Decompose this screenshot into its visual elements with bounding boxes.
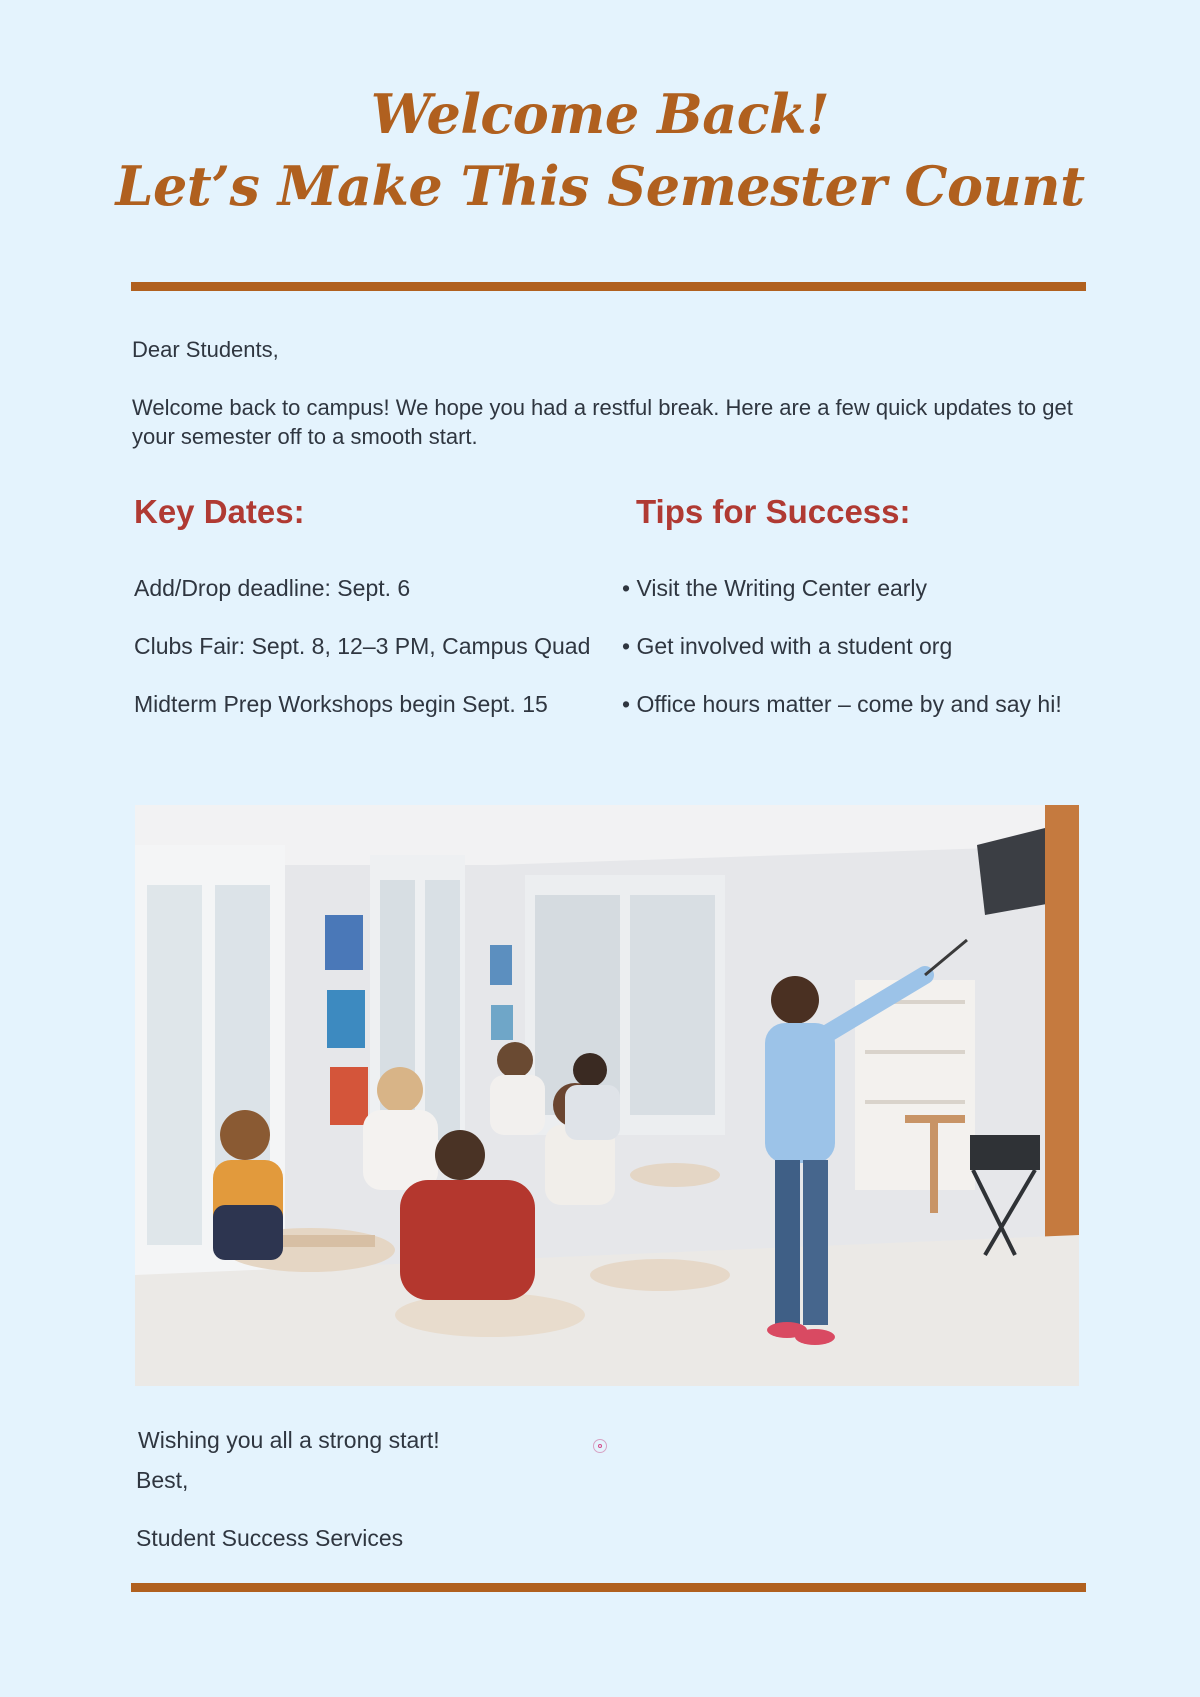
cursor-indicator-icon: [593, 1439, 607, 1453]
key-date-item: Midterm Prep Workshops begin Sept. 15: [134, 691, 548, 717]
title-line-1: Welcome Back!: [370, 82, 830, 146]
tips-heading: Tips for Success:: [636, 493, 911, 530]
signature: Student Success Services: [136, 1525, 404, 1551]
key-date-item: Clubs Fair: Sept. 8, 12–3 PM, Campus Quad: [134, 633, 591, 659]
greeting: Dear Students,: [132, 337, 279, 362]
key-dates-heading: Key Dates:: [134, 493, 305, 530]
tip-item: • Get involved with a student org: [622, 633, 953, 659]
closing-wish: Wishing you all a strong start!: [138, 1427, 440, 1453]
closing-signoff: Best,: [136, 1467, 189, 1493]
page-title: [0, 78, 1200, 222]
bottom-divider: [131, 1583, 1086, 1592]
classroom-photo: [135, 805, 1079, 1386]
top-divider: [131, 282, 1086, 291]
tip-item: • Visit the Writing Center early: [622, 575, 928, 601]
title-line-2: Let’s Make This Semester Count: [115, 154, 1085, 218]
key-date-item: Add/Drop deadline: Sept. 6: [134, 575, 411, 601]
tip-item: • Office hours matter – come by and say hi!: [622, 691, 1062, 717]
intro-paragraph: Welcome back to campus! We hope you had a restful break. Here are a few quick updates to get your semester off to a smooth start.: [132, 395, 1073, 449]
